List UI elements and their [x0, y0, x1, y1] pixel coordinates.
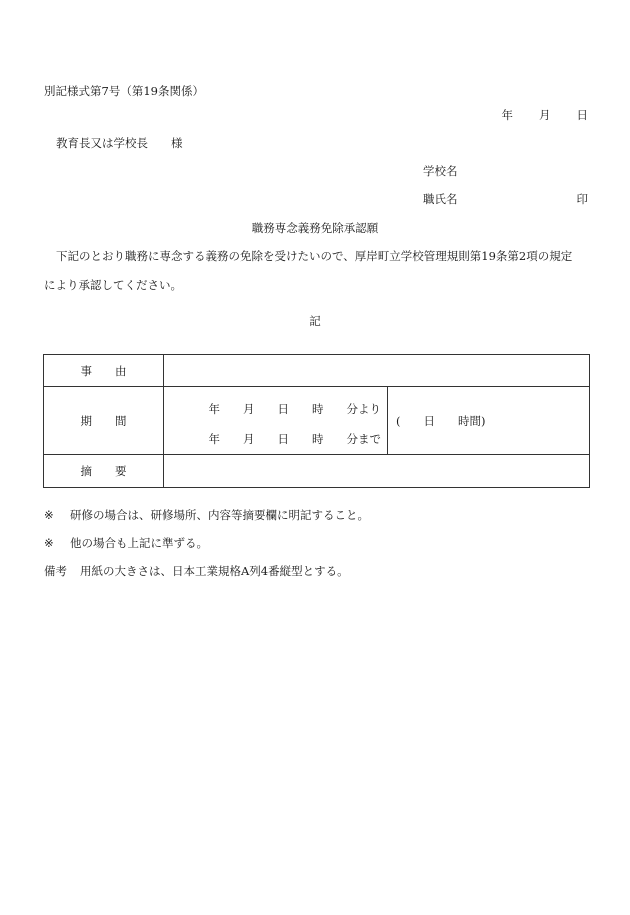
seal-mark: 印 [576, 192, 588, 206]
name-label: 職氏名 [423, 192, 458, 206]
school-name-label: 学校名 [423, 164, 458, 178]
note-2-mark: ※ [44, 536, 54, 550]
body-text-line-2: により承認してください。 [44, 278, 182, 292]
note-1-mark: ※ [44, 508, 54, 522]
date-month: 月 [539, 108, 551, 122]
period-row [44, 387, 590, 455]
period-field[interactable] [164, 387, 388, 455]
note-1 [44, 507, 369, 523]
addressee: 教育長又は学校長 様 [56, 136, 183, 150]
reason-label: 事 由 [44, 355, 164, 387]
note-2-text: 他の場合も上記に準ずる。 [70, 536, 208, 550]
note-1-text: 研修の場合は、研修場所、内容等摘要欄に明記すること。 [70, 508, 369, 522]
reason-row [44, 355, 590, 387]
period-label: 期 間 [44, 387, 164, 455]
body-text-line-1: 下記のとおり職務に専念する義務の免除を受けたいので、厚岸町立学校管理規則第19条第2項の規定 [56, 249, 573, 263]
remark-text: 用紙の大きさは、日本工業規格A列4番縦型とする。 [80, 564, 349, 578]
form-number-label: 別記様式第7号（第19条関係） [44, 84, 204, 98]
applicant-name-row [423, 194, 588, 206]
period-to: 年 月 日 時 分まで [208, 432, 381, 446]
ki-heading: 記 [309, 314, 321, 328]
period-from: 年 月 日 時 分より [208, 402, 381, 416]
summary-row [44, 455, 590, 488]
duration-field[interactable]: ( 日 時間) [388, 387, 590, 455]
date-line [502, 110, 589, 122]
note-2 [44, 535, 208, 551]
summary-label: 摘 要 [44, 455, 164, 488]
remark-label: 備考 [44, 564, 67, 578]
date-day: 日 [576, 108, 588, 122]
application-table [43, 354, 590, 488]
remark [44, 563, 349, 579]
date-year: 年 [501, 108, 513, 122]
reason-field[interactable] [164, 355, 590, 387]
document-title: 職務専念義務免除承認願 [251, 221, 379, 235]
summary-field[interactable] [164, 455, 590, 488]
